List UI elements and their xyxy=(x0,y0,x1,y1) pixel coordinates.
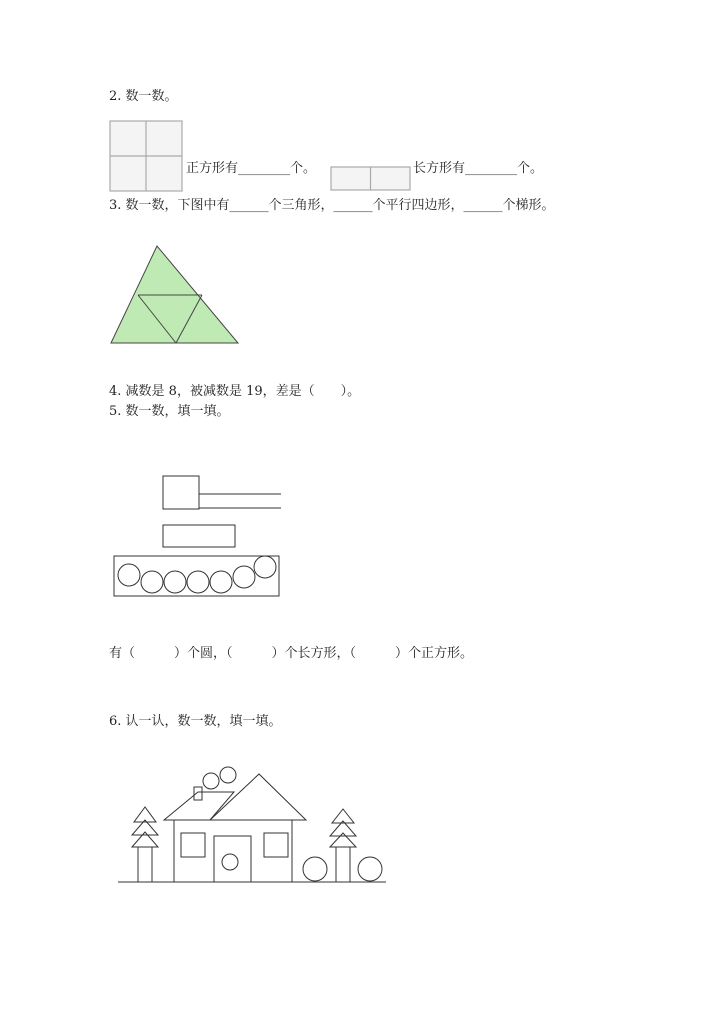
tank-figure xyxy=(113,475,281,599)
q5-answer-line: 有（ ）个圆，（ ）个长方形，（ ）个正方形。 xyxy=(109,646,474,661)
rectangle-count-text: 长方形有________个。 xyxy=(413,161,544,176)
square-grid-figure xyxy=(109,120,183,192)
square-count-text: 正方形有________个。 xyxy=(186,161,317,176)
q3-title: 3. 数一数，下图中有______个三角形，______个平行四边形，______个梯形。 xyxy=(109,198,555,213)
house-scene-figure xyxy=(118,765,388,887)
rectangle-pair-figure xyxy=(330,166,411,191)
q6-title: 6. 认一认，数一数，填一填。 xyxy=(109,714,282,729)
q2-title: 2. 数一数。 xyxy=(109,89,178,104)
q4-title: 4. 减数是 8，被减数是 19，差是（ ）。 xyxy=(109,384,361,399)
q5-title: 5. 数一数，填一填。 xyxy=(109,404,230,419)
triangle-figure xyxy=(110,245,240,345)
